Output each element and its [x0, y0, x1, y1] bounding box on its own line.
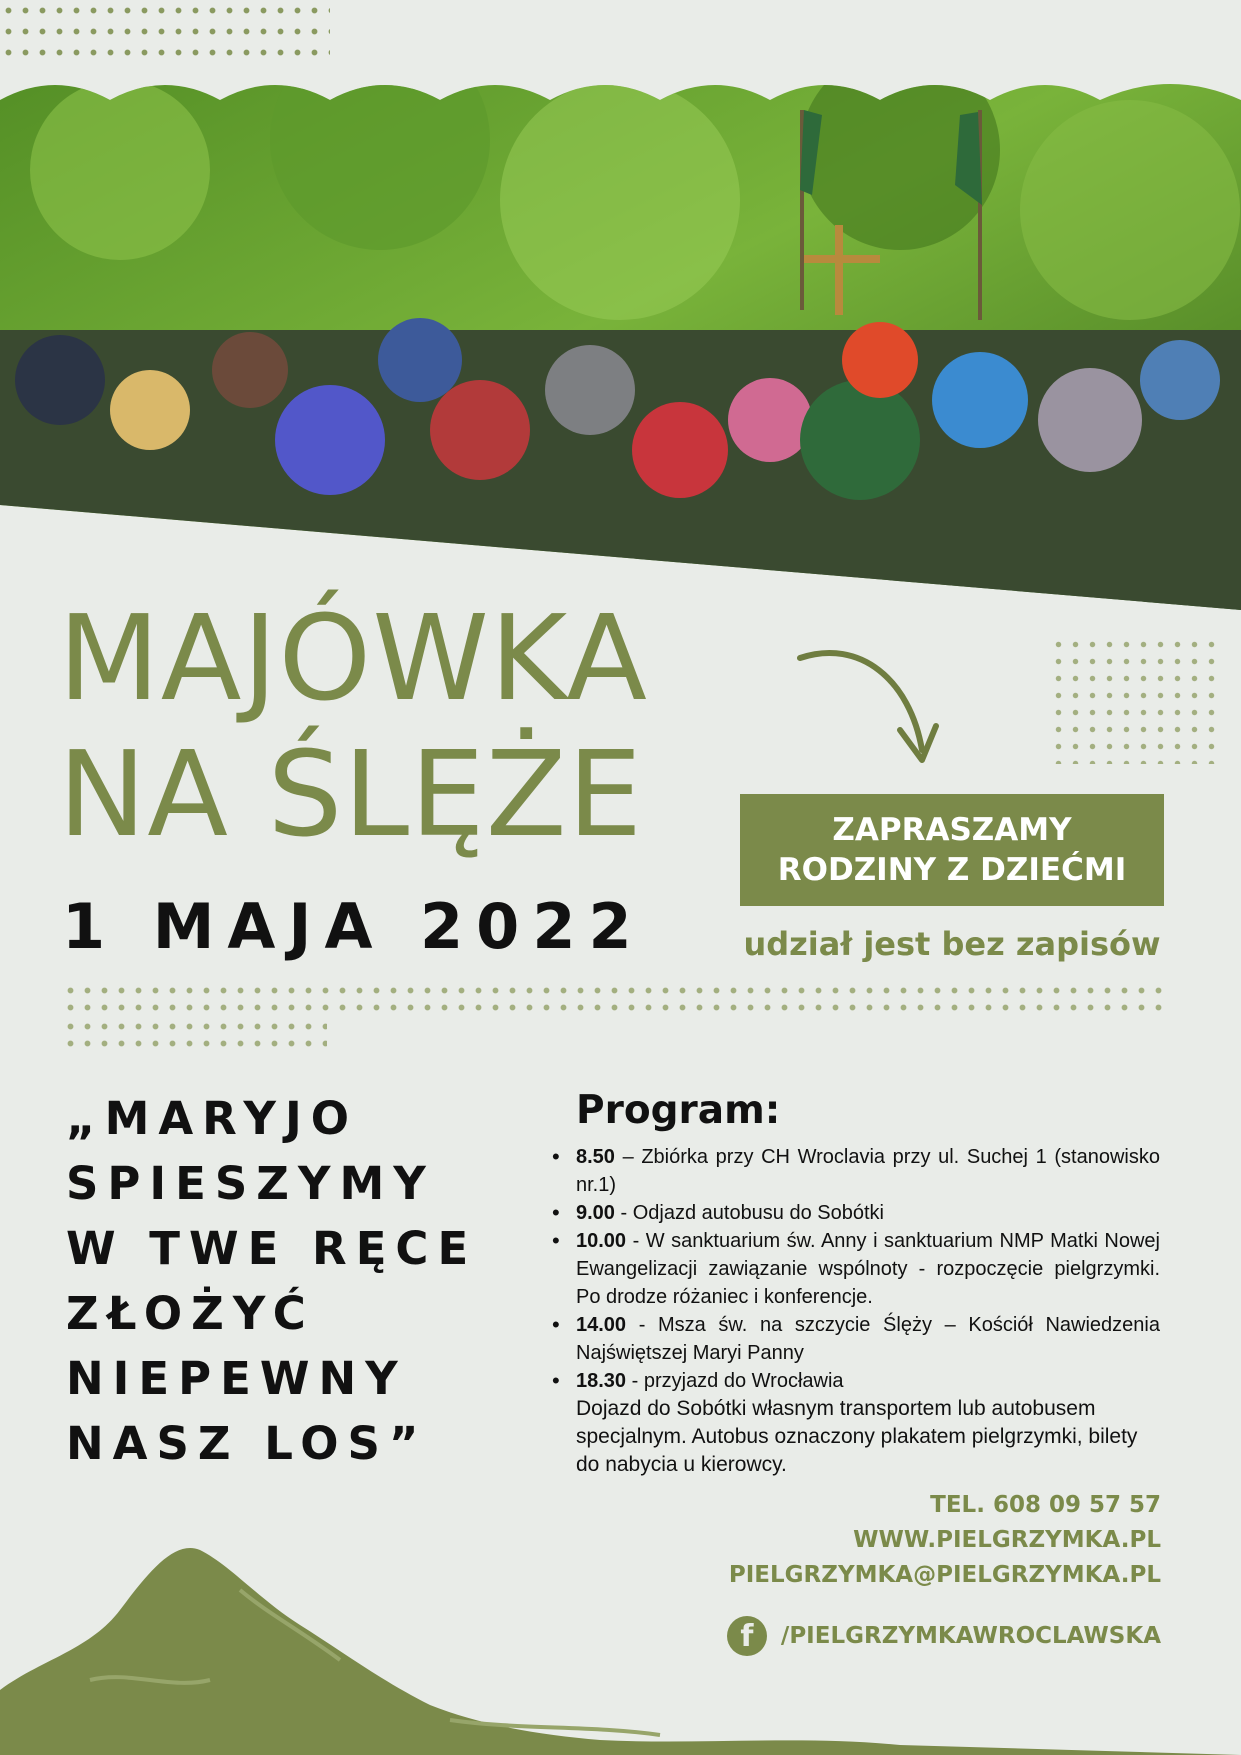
program-item: [576, 1227, 1160, 1311]
program-time: 10.00: [576, 1230, 627, 1252]
program-item: [576, 1311, 1160, 1367]
facebook-icon: f: [727, 1616, 767, 1656]
program-text: - przyjazd do Wrocławia: [626, 1370, 844, 1392]
quote-line: NIEPEWNY: [66, 1352, 407, 1405]
program-item: [576, 1199, 1160, 1227]
invite-banner: [740, 794, 1164, 906]
program-item: [576, 1367, 1160, 1395]
program-text: - Odjazd autobusu do Sobótki: [614, 1202, 884, 1224]
program-time: 14.00: [576, 1314, 627, 1336]
program-item: [576, 1143, 1160, 1199]
curved-arrow-icon: [790, 640, 940, 780]
event-title: [58, 590, 648, 862]
program-heading: Program:: [576, 1088, 781, 1133]
dots-decoration: [62, 982, 1164, 1018]
pilgrims-photo: [0, 0, 1241, 620]
phone-number: TEL. 608 09 57 57: [930, 1492, 1161, 1518]
quote-line: W TWE RĘCE: [66, 1222, 478, 1275]
dots-decoration: [62, 1018, 327, 1052]
registration-note: udział jest bez zapisów: [743, 925, 1161, 963]
program-text: - W sanktuarium św. Anny i sanktuarium NMP Matki Nowej Ewangelizacji zawiązanie wspólnoty - rozpoczęcie pielgrzymki. Po drodze różaniec i konferencje.: [576, 1230, 1160, 1308]
title-line: MAJÓWKA: [58, 589, 648, 727]
program-time: 8.50: [576, 1146, 615, 1168]
quote-line: NASZ LOS”: [66, 1417, 428, 1470]
title-line: NA ŚLĘŻE: [58, 725, 644, 863]
dots-decoration: [1050, 636, 1220, 764]
quote: [66, 1086, 477, 1476]
transport-info: Dojazd do Sobótki własnym transportem lub autobusem specjalnym. Autobus oznaczony plakatem pielgrzymki, bilety do nabycia u kierowcy.: [576, 1397, 1138, 1476]
event-date: 1 MAJA 2022: [62, 890, 645, 963]
email-link[interactable]: PIELGRZYMKA@PIELGRZYMKA.PL: [728, 1562, 1161, 1588]
program-section: [548, 1088, 1160, 1479]
facebook-handle: /PIELGRZYMKAWROCLAWSKA: [780, 1623, 1161, 1649]
mountain-decoration: [0, 1530, 1241, 1755]
program-list: [548, 1143, 1160, 1395]
dots-decoration: [0, 0, 330, 62]
program-time: 9.00: [576, 1202, 615, 1224]
website-link[interactable]: WWW.PIELGRZYMKA.PL: [853, 1527, 1161, 1553]
invite-line: ZAPRASZAMY: [832, 812, 1072, 848]
invite-line: RODZINY Z DZIEĆMI: [777, 852, 1127, 888]
program-text: – Zbiórka przy CH Wroclavia przy ul. Suchej 1 (stanowisko nr.1): [576, 1146, 1160, 1196]
program-text: - Msza św. na szczycie Ślęży – Kościół Nawiedzenia Najświętszej Maryi Panny: [576, 1314, 1160, 1364]
quote-line: „MARYJO: [66, 1092, 358, 1145]
program-time: 18.30: [576, 1370, 627, 1392]
quote-line: SPIESZYMY: [66, 1157, 435, 1210]
quote-line: ZŁOŻYĆ: [66, 1287, 315, 1340]
